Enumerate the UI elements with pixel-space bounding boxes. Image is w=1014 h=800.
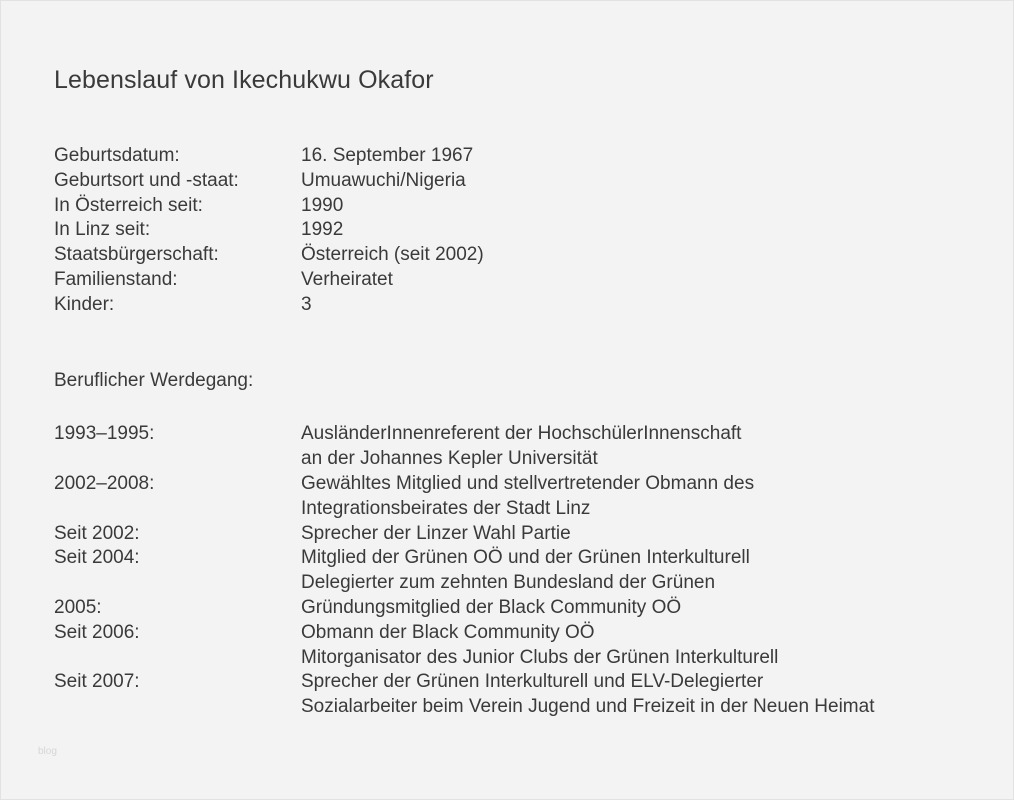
personal-row (54, 243, 974, 268)
personal-label: Geburtsdatum: (54, 145, 180, 166)
document-title: Lebenslauf von Ikechukwu Okafor (54, 66, 434, 94)
career-description (301, 621, 974, 671)
career-row (54, 522, 974, 547)
career-period: Seit 2002: (54, 522, 140, 544)
personal-label: Geburtsort und -staat: (54, 169, 239, 191)
personal-row (54, 169, 974, 194)
career-description (301, 472, 974, 522)
personal-value: 1990 (301, 194, 344, 216)
career-period: Seit 2004: (54, 547, 140, 569)
career-line: Mitorganisator des Junior Clubs der Grünen Interkulturell (301, 646, 779, 668)
personal-row (54, 144, 974, 169)
personal-row (54, 293, 974, 318)
career-description (301, 522, 974, 547)
career-row (54, 546, 974, 596)
career-description (301, 546, 974, 596)
career-row (54, 670, 974, 720)
career-line: Sprecher der Linzer Wahl Partie (301, 522, 571, 544)
career-line: AusländerInnenreferent der HochschülerInnenschaft (301, 423, 742, 445)
career-row (54, 621, 974, 671)
watermark: blog (38, 746, 57, 757)
career-period: 2002–2008: (54, 472, 155, 494)
career-line: Sozialarbeiter beim Verein Jugend und Freizeit in der Neuen Heimat (301, 696, 875, 718)
personal-label: Kinder: (54, 293, 115, 315)
personal-row (54, 194, 974, 219)
career-description (301, 422, 974, 472)
personal-row (54, 218, 974, 243)
personal-value: Verheiratet (301, 268, 393, 290)
career-line: Delegierter zum zehnten Bundesland der Grünen (301, 572, 716, 594)
personal-value: 3 (301, 293, 312, 315)
career-line: Gründungsmitglied der Black Community OÖ (301, 596, 682, 618)
personal-value: Österreich (seit 2002) (301, 244, 484, 266)
personal-details (54, 144, 974, 318)
career-row (54, 472, 974, 522)
career-line: an der Johannes Kepler Universität (301, 448, 598, 470)
career-row (54, 422, 974, 472)
personal-value: Umuawuchi/Nigeria (301, 169, 466, 191)
career-list (54, 422, 974, 720)
cv-document (54, 62, 974, 720)
career-line: Obmann der Black Community OÖ (301, 621, 595, 643)
career-heading: Beruflicher Werdegang: (54, 369, 254, 391)
career-description (301, 596, 974, 621)
career-period: Seit 2006: (54, 621, 140, 643)
personal-label: In Österreich seit: (54, 194, 203, 216)
personal-row (54, 268, 974, 293)
career-row (54, 596, 974, 621)
career-line: Integrationsbeirates der Stadt Linz (301, 497, 591, 519)
personal-label: In Linz seit: (54, 219, 151, 241)
career-description (301, 670, 974, 720)
career-line: Sprecher der Grünen Interkulturell und ELV-Delegierter (301, 671, 764, 693)
career-line: Mitglied der Grünen OÖ und der Grünen Interkulturell (301, 547, 750, 569)
career-period: 2005: (54, 596, 102, 618)
career-period: Seit 2007: (54, 671, 140, 693)
personal-value: 16. September 1967 (301, 145, 474, 166)
career-line: Gewähltes Mitglied und stellvertretender Obmann des (301, 472, 755, 494)
personal-value: 1992 (301, 219, 344, 241)
personal-label: Familienstand: (54, 268, 178, 290)
personal-label: Staatsbürgerschaft: (54, 244, 219, 266)
career-period: 1993–1995: (54, 423, 155, 445)
